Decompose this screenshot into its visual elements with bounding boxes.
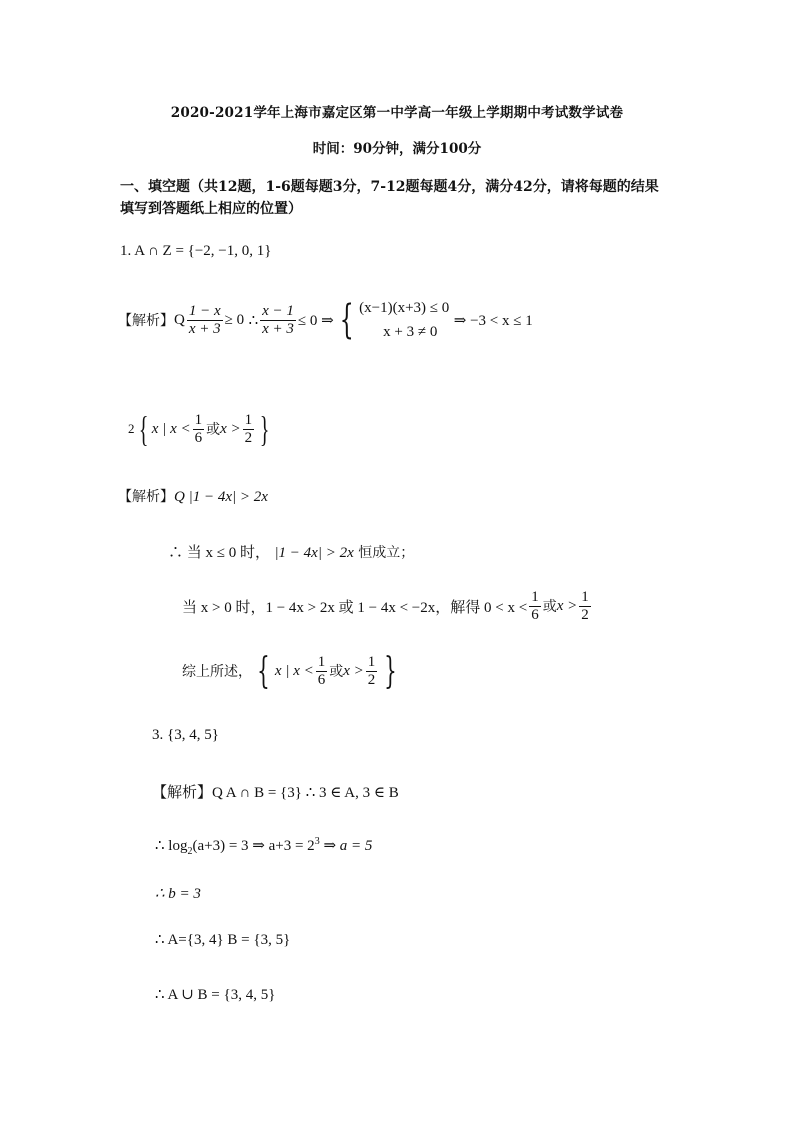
q3-answer: 3. {3, 4, 5} [152,727,219,743]
inequality-system: (x−1)(x+3) ≤ 0 x + 3 ≠ 0 [359,300,450,340]
left-brace: { [339,297,354,343]
section-heading-line2: 填写到答题纸上相应的位置） [120,201,302,217]
analysis-label: 【解析】 [118,313,174,329]
q2-answer: 2 { x | x < $\frac{1}{6}$ 或 x > $\frac{1}{2}$ } [128,409,270,449]
q3-step1: ∴ $\log_2(a+3) = 3$ ⇒ $a+3 = 2^3$ ⇒ a = 5 [155,836,373,857]
exam-subtitle: 时间：90分钟，满分100分 [312,141,482,157]
q3-step2: ∴ b = 3 [155,886,201,902]
q2-case1: ∴ 当 x ≤ 0 时， |1 − 4x| > 2x 恒成立； [168,545,415,561]
exam-title: 2020-2021学年上海市嘉定区第一中学高一年级上学期期中考试数学试卷 [170,105,624,121]
fraction: $\frac{x - 1}{x + 3}$ [262,302,294,337]
q3-step4: ∴ A ∪ B = {3, 4, 5} [155,987,276,1003]
q1-analysis: 【解析】 Q $\frac{1 - x}{x + 3}$ ≥ 0 ∴ $\frac{x - 1}{x + 3}$ ≤ 0 ⇒ { (x−1)(x+3) ≤ 0 x + 3 ≠ 0 ⇒ −3 < x ≤ 1 [118,297,533,343]
q3-step3: ∴ A={3, 4} B = {3, 5} [155,932,291,948]
fraction: $\frac{1 - x}{x + 3}$ [188,302,221,337]
section-heading-line1: 一、填空题（共12题，1-6题每题3分，7-12题每题4分，满分42分，请将每题的结果 [120,179,659,195]
q2-summary: 综上所述， { x | x < $\frac{1}{6}$ 或 x > $\frac{1}{2}$ } [182,650,398,692]
q1-answer: 1. A ∩ Z = {−2, −1, 0, 1} [120,243,272,259]
q2-case2: 当 x > 0 时，1 − 4x > 2x 或 1 − 4x < −2x，解得 0 < x < $\frac{1}{6}$ 或 x > $\frac{1}{2}$ [182,588,589,623]
q2-analysis: 【解析】Q |1 − 4x| > 2x [118,489,268,505]
q3-analysis: 【解析】Q A ∩ B = {3} ∴ 3 ∈ A, 3 ∈ B [152,785,399,801]
